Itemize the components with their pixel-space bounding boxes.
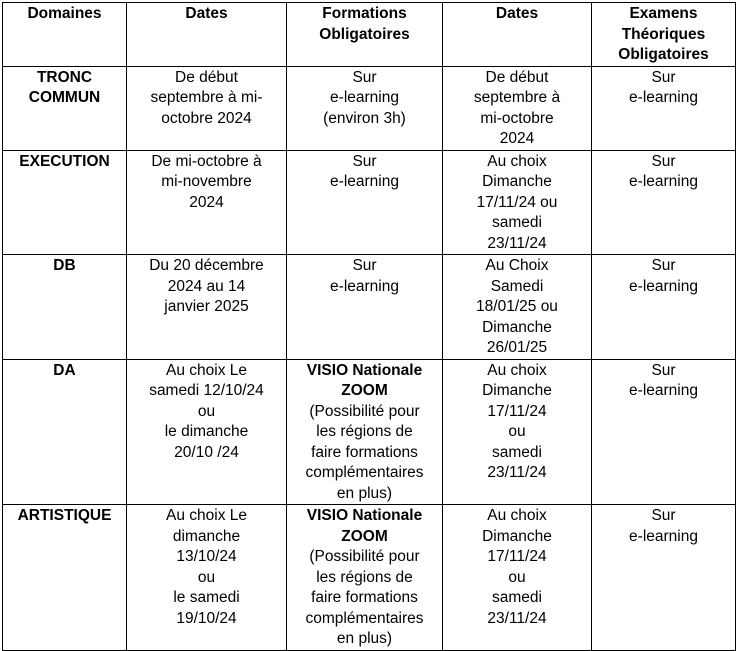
examens-cell: Sur e-learning bbox=[592, 255, 736, 360]
domaine-cell: ARTISTIQUE bbox=[3, 505, 127, 651]
table-row bbox=[3, 255, 736, 360]
formation-bold: VISIO Nationale ZOOM bbox=[306, 507, 423, 545]
formation-cell bbox=[287, 505, 443, 651]
dates-cell: Au choix Le dimanche 13/10/24 ou le samedi 19/10/24 bbox=[127, 505, 287, 651]
table-row bbox=[3, 66, 736, 150]
domaine-cell: TRONC COMMUN bbox=[3, 66, 127, 150]
domaine-cell: EXECUTION bbox=[3, 150, 127, 255]
dates-cell: De mi-octobre à mi-novembre 2024 bbox=[127, 150, 287, 255]
header-dates-exam: Dates bbox=[443, 3, 592, 67]
header-examens: Examens Théoriques Obligatoires bbox=[592, 3, 736, 67]
exam-dates-cell: Au choix Dimanche 17/11/24 ou samedi 23/11/24 bbox=[443, 505, 592, 651]
formation-cell bbox=[287, 66, 443, 150]
exam-dates-cell: Au choix Dimanche 17/11/24 ou samedi 23/11/24 bbox=[443, 150, 592, 255]
examens-cell: Sur e-learning bbox=[592, 150, 736, 255]
domaine-cell: DB bbox=[3, 255, 127, 360]
header-dates: Dates bbox=[127, 3, 287, 67]
exam-dates-cell: De début septembre à mi-octobre 2024 bbox=[443, 66, 592, 150]
formation-cell bbox=[287, 255, 443, 360]
formation-text: (Possibilité pour les régions de faire formations complémentaires en plus) bbox=[305, 402, 424, 502]
header-row bbox=[3, 3, 736, 67]
dates-cell: Du 20 décembre 2024 au 14 janvier 2025 bbox=[127, 255, 287, 360]
formation-text: Sur e-learning bbox=[330, 257, 399, 295]
dates-cell: De début septembre à mi- octobre 2024 bbox=[127, 66, 287, 150]
formation-text: Sur e-learning (environ 3h) bbox=[323, 68, 406, 127]
formation-cell bbox=[287, 150, 443, 255]
formation-bold: VISIO Nationale ZOOM bbox=[306, 361, 423, 399]
domaine-cell: DA bbox=[3, 359, 127, 505]
header-formations: Formations Obligatoires bbox=[287, 3, 443, 67]
header-domaines: Domaines bbox=[3, 3, 127, 67]
formation-cell bbox=[287, 359, 443, 505]
table-row bbox=[3, 150, 736, 255]
exam-dates-cell: Au Choix Samedi 18/01/25 ou Dimanche 26/01/25 bbox=[443, 255, 592, 360]
formation-text: Sur e-learning bbox=[330, 152, 399, 190]
examens-cell: Sur e-learning bbox=[592, 66, 736, 150]
formation-text: (Possibilité pour les régions de faire formations complémentaires en plus) bbox=[305, 548, 424, 647]
examens-cell: Sur e-learning bbox=[592, 359, 736, 505]
exam-dates-cell: Au choix Dimanche 17/11/24 ou samedi 23/11/24 bbox=[443, 359, 592, 505]
table-row bbox=[3, 505, 736, 651]
schedule-table bbox=[2, 2, 736, 651]
dates-cell: Au choix Le samedi 12/10/24 ou le dimanche 20/10 /24 bbox=[127, 359, 287, 505]
table-row bbox=[3, 359, 736, 505]
examens-cell: Sur e-learning bbox=[592, 505, 736, 651]
